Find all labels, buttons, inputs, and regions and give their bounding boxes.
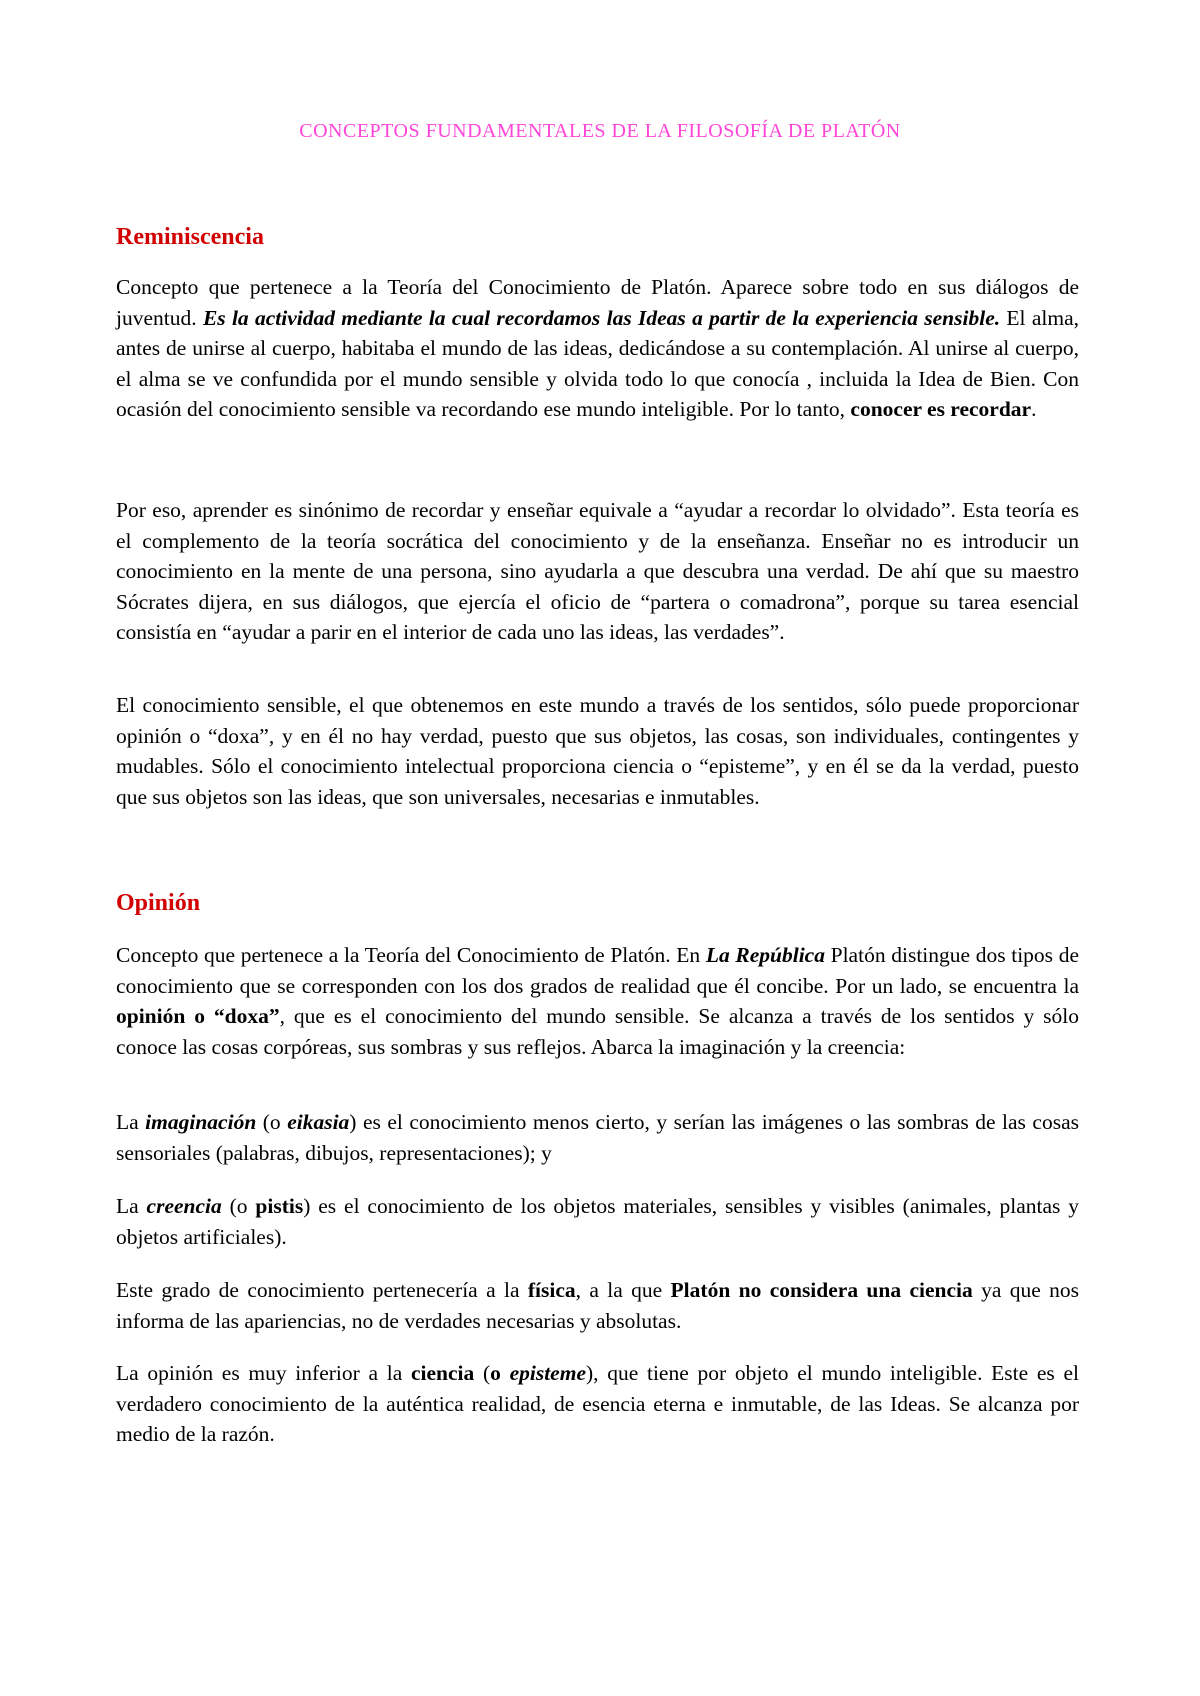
text-run: Concepto que pertenece a la Teoría del Conocimiento de Platón. En	[116, 943, 706, 967]
text-run: .	[1031, 397, 1037, 422]
emphasis-creencia: creencia	[146, 1194, 222, 1218]
strong-pistis: pistis	[255, 1194, 304, 1218]
emphasis-la-republica: La República	[705, 943, 825, 967]
paragraph-grado-conocimiento	[116, 1275, 1079, 1336]
text-run: , a la que	[575, 1278, 671, 1302]
emphasis-eikasia: eikasia	[287, 1110, 350, 1134]
text-run: (o	[256, 1110, 288, 1134]
section-heading-reminiscencia: Reminiscencia	[116, 224, 264, 250]
text-run: Concepto que pertenece a la Teoría del Conocimiento de Platón. Aparece sobre todo en sus diálogos de juventud.	[116, 275, 1079, 330]
paragraph-reminiscencia-3: El conocimiento sensible, el que obtenemos en este mundo a través de los sentidos, sólo puede proporcionar opinión o “doxa”, y en él no hay verdad, puesto que sus objetos, las cosas, son individuales, contingentes y mudables. Sólo el conocimiento intelectual proporciona ciencia o “episteme”, y en él se da la verdad, puesto que sus objetos son las ideas, que son universales, necesarias e inmutables.	[116, 693, 1079, 809]
strong-o: o	[490, 1361, 510, 1385]
emphasis-definition: Es la actividad mediante la cual recordamos las Ideas a partir de la experiencia sensible.	[202, 305, 1001, 330]
strong-no-ciencia: Platón no considera una ciencia	[670, 1278, 973, 1302]
text-run: El alma, antes de unirse al cuerpo, habitaba el mundo de las ideas, dedicándose a su contemplación. Al unirse al cuerpo, el alma se ve confundida por el mundo sensible y olvida todo lo que conocía , incluida la Idea de Bien. Con ocasión del conocimiento sensible va recordando ese mundo inteligible. Por lo tanto,	[116, 305, 1079, 422]
document-title: CONCEPTOS FUNDAMENTALES DE LA FILOSOFÍA DE PLATÓN	[299, 120, 901, 142]
emphasis-imaginacion: imaginación	[145, 1110, 257, 1134]
text-run: La opinión es muy inferior a la	[116, 1361, 411, 1385]
paragraph-reminiscencia-1	[116, 272, 1079, 425]
paragraph-imaginacion	[116, 1107, 1079, 1168]
text-run: ) es el conocimiento menos cierto, y serían las imágenes o las sombras de las cosas sensoriales (palabras, dibujos, representaciones); y	[116, 1110, 1079, 1165]
paragraph-ciencia	[116, 1358, 1079, 1450]
strong-opinion-doxa: opinión o “doxa”	[116, 1004, 280, 1029]
paragraph-opinion-1	[116, 940, 1079, 1062]
emphasis-episteme: episteme	[509, 1361, 586, 1385]
strong-ciencia: ciencia	[410, 1361, 475, 1385]
paragraph-creencia	[116, 1191, 1079, 1252]
strong-fisica: física	[527, 1278, 576, 1302]
strong-conocer-es-recordar: conocer es recordar	[850, 397, 1032, 422]
text-run: Este grado de conocimiento pertenecería a la	[116, 1278, 528, 1302]
text-run: La	[116, 1194, 147, 1218]
text-run: La	[116, 1110, 146, 1134]
text-run: ), que tiene por objeto el mundo inteligible. Este es el verdadero conocimiento de la auténtica realidad, de esencia eterna e inmutable, de las Ideas. Se alcanza por medio de la razón.	[116, 1361, 1079, 1447]
text-run: (	[474, 1361, 491, 1385]
section-heading-opinion: Opinión	[116, 890, 201, 916]
text-run: ) es el conocimiento de los objetos materiales, sensibles y visibles (animales, plantas y objetos artificiales).	[116, 1194, 1079, 1249]
text-run: Platón distingue dos tipos de conocimiento que se corresponden con los dos grados de realidad que él concibe. Por un lado, se encuentra la	[116, 943, 1079, 998]
text-run: , que es el conocimiento del mundo sensible. Se alcanza a través de los sentidos y sólo conoce las cosas corpóreas, sus sombras y sus reflejos. Abarca la imaginación y la creencia:	[116, 1004, 1079, 1059]
text-run: ya que nos informa de las apariencias, no de verdades necesarias y absolutas.	[116, 1278, 1080, 1333]
text-run: (o	[221, 1194, 256, 1218]
paragraph-reminiscencia-2: Por eso, aprender es sinónimo de recordar y enseñar equivale a “ayudar a recordar lo olvidado”. Esta teoría es el complemento de la teoría socrática del conocimiento y de la enseñanza. Enseñar no es introducir un conocimiento en la mente de una persona, sino ayudarla a que descubra una verdad. De ahí que su maestro Sócrates dijera, en sus diálogos, que ejercía el oficio de “partera o comadrona”, porque su tarea esencial consistía en “ayudar a parir en el interior de cada uno las ideas, las verdades”.	[116, 498, 1079, 645]
